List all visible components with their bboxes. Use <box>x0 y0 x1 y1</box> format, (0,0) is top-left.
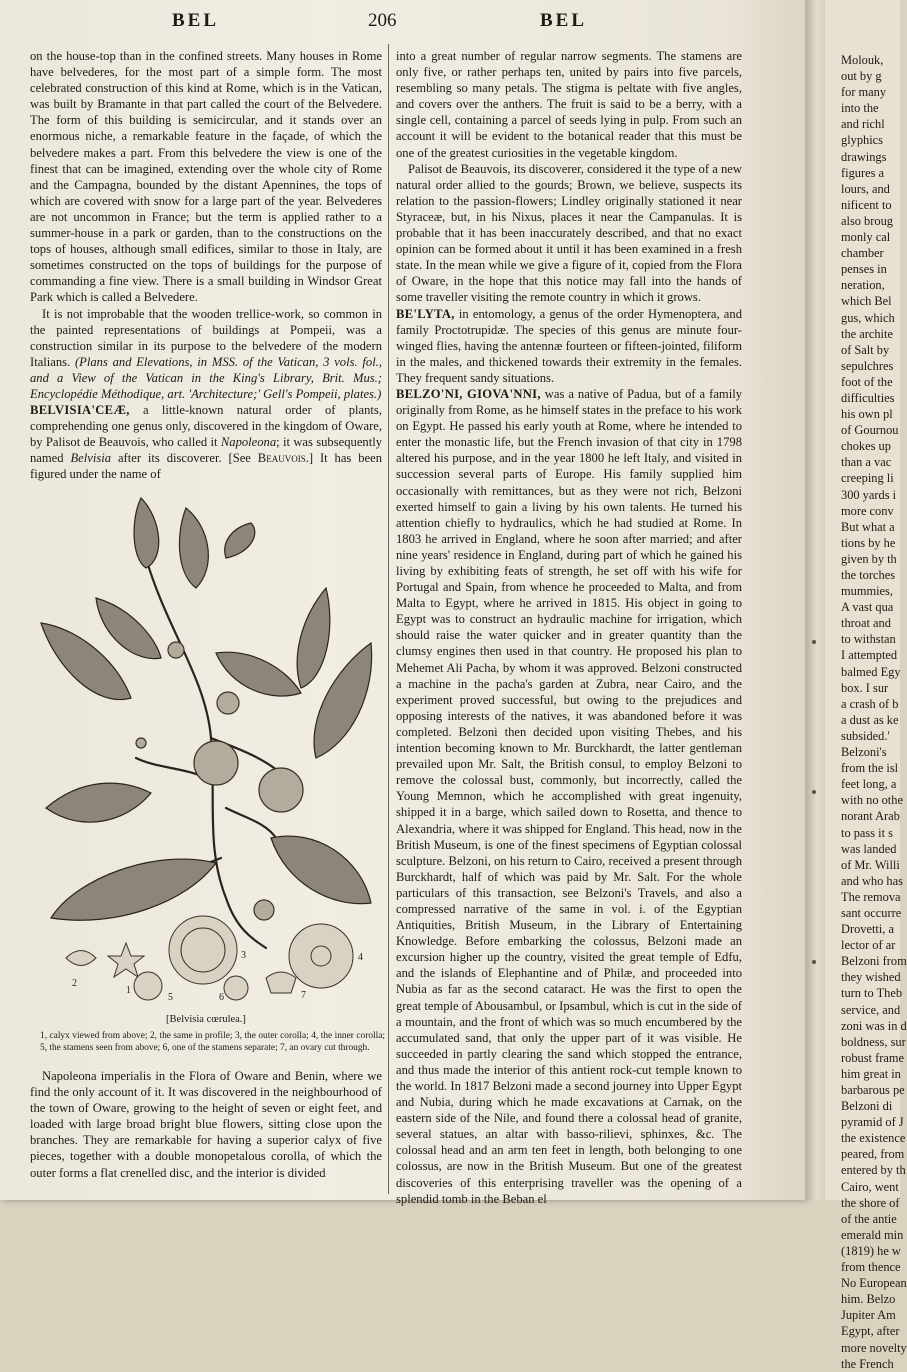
adjacent-page-line: A vast qua <box>841 600 894 615</box>
belvisia-headword: BELVISIA'CEÆ, <box>30 403 130 418</box>
adjacent-page-text <box>825 52 907 1372</box>
adjacent-page-line: from thence <box>841 1260 901 1275</box>
adjacent-page-line: feet long, a <box>841 777 897 792</box>
belvisia-see-reference[interactable]: Beauvois <box>257 451 306 466</box>
belvisia-text-3: after its discoverer. [See <box>111 451 258 466</box>
adjacent-page-line: from the isl <box>841 761 899 776</box>
binding-hole <box>812 790 816 794</box>
adjacent-page-line: was landed <box>841 841 897 856</box>
belvisia-entry <box>30 402 382 482</box>
belvisia-italic-1: Napoleona <box>220 435 277 450</box>
figure-caption: [Belvisia cœrulea.] <box>166 1014 246 1025</box>
adjacent-page-line: and richl <box>841 117 885 132</box>
running-head <box>0 10 805 38</box>
adjacent-page-line: Drovetti, a <box>841 922 894 937</box>
palisot-paragraph: Palisot de Beauvois, its discoverer, considered it the type of a new natural order allied to the gourds; Brown, we believe, suspects its relation to the passion-flowers; Lindley originally stationed it near Styraceæ, but, in his Nixus, places it near the Campanulas. It is probable that it has been inaccurately described, and that no exact opinion can be formed about it until it has been examined in a fresh state. In the mean while we give a figure of it, copied from the Flora of Oware, in the hope that this notice may fall into the hands of some traveller visiting the remote country in which it grows. <box>396 161 742 305</box>
adjacent-page-line: mummies, <box>841 584 893 599</box>
adjacent-page-line: of Mr. Willi <box>841 857 900 872</box>
adjacent-page-line: gus, which <box>841 310 895 325</box>
adjacent-page-line: penses in <box>841 262 887 277</box>
adjacent-page-line: of the antie <box>841 1211 897 1226</box>
adjacent-page-line: and who has <box>841 873 903 888</box>
adjacent-page-line: No European <box>841 1276 907 1291</box>
adjacent-page-line: lector of ar <box>841 938 896 953</box>
header-left-word: BEL <box>172 10 220 31</box>
adjacent-page-line: entered by th <box>841 1163 906 1178</box>
adjacent-page-line: the existence <box>841 1131 906 1146</box>
belvisia-text-1: a little-known natural order of plants, comprehending one genus only, discovered in the kingdom of Oware, by Palisot de Beauvois, who called it <box>30 403 382 450</box>
adjacent-page-line: throat and <box>841 616 891 631</box>
belvisia-italic-2: Belvisia <box>70 451 112 466</box>
adjacent-page-line: more novelty <box>841 1340 907 1355</box>
adjacent-page-line: the shore of <box>841 1195 900 1210</box>
belvisia-engraving <box>36 478 384 1013</box>
adjacent-page-line: out by g <box>841 69 882 84</box>
adjacent-page-line: box. I sur <box>841 680 889 695</box>
right-column <box>396 48 742 1207</box>
adjacent-page-line: creeping li <box>841 471 894 486</box>
adjacent-page-line: given by th <box>841 551 897 566</box>
adjacent-page-line: more conv <box>841 503 894 518</box>
page-number: 206 <box>368 10 397 31</box>
book-gutter <box>805 0 825 1200</box>
adjacent-page-line: the French <box>841 1356 894 1371</box>
column-rule <box>388 44 389 1194</box>
adjacent-page-line: glyphics <box>841 133 883 148</box>
belzoni-headword: BELZO'NI, GIOVA'NNI, <box>396 386 541 401</box>
adjacent-page-line: subsided.' <box>841 728 890 743</box>
adjacent-page-line: emerald min <box>841 1227 904 1242</box>
adjacent-page-line: to withstan <box>841 632 896 647</box>
left-column <box>30 48 382 483</box>
figure-number-4: 4 <box>358 952 363 963</box>
adjacent-page-line: turn to Theb <box>841 986 903 1001</box>
adjacent-page-line: his own pl <box>841 407 893 422</box>
adjacent-page-line: with no othe <box>841 793 903 808</box>
napoleona-paragraph: Napoleona imperialis in the Flora of Oware and Benin, where we find the only account of it. It was discovered in the neighbourhood of the town of Oware, growing to the height of seven or eight feet, and loaded with large broad bright blue flowers, sitting close upon the branches. They are remarkable for having a superior calyx of five pieces, together with a double monopetalous corolla, of which the outer forms a flat crenelled disc, and the interior is divided <box>30 1069 382 1180</box>
adjacent-page-line: they wished <box>841 970 901 985</box>
adjacent-page-line: into the <box>841 101 879 116</box>
adjacent-page-line: monly cal <box>841 230 891 245</box>
adjacent-page-line: service, and <box>841 1002 901 1017</box>
adjacent-page-line: But what a <box>841 519 895 534</box>
belyta-entry <box>396 306 742 386</box>
belyta-text: in entomology, a genus of the order Hymenoptera, and family Proctotrupidæ. The species of this genus are minute four-winged flies, having the antennæ fourteen or fifteen-jointed, filiform in the males, and thickened towards their extremity in the females. They frequent sandy situations. <box>396 306 742 385</box>
belvisia-text-2: ; it was subsequently named <box>30 435 382 466</box>
trellice-text: It is not improbable that the wooden trellice-work, so common in the painted representations of buildings at Pompeii, was a construction similar in its purpose to the belvedere of the modern Italians. <box>30 306 382 369</box>
figure-number-1: 1 <box>126 985 131 996</box>
adjacent-page-line: (1819) he w <box>841 1243 901 1258</box>
adjacent-page-line: Belzoni from <box>841 954 907 969</box>
binding-hole <box>812 640 816 644</box>
belzoni-entry <box>396 386 742 1207</box>
adjacent-page-line: boldness, sur <box>841 1034 906 1049</box>
adjacent-page-line: chamber <box>841 246 884 261</box>
adjacent-page-line: which Bel <box>841 294 892 309</box>
adjacent-page-line: nificent to <box>841 197 892 212</box>
adjacent-page-line: a crash of b <box>841 696 899 711</box>
adjacent-page-line: him great in <box>841 1066 901 1081</box>
adjacent-page-line: of Salt by <box>841 342 890 357</box>
adjacent-page-line: peared, from <box>841 1147 905 1162</box>
adjacent-page-line: for many <box>841 85 887 100</box>
figure-number-2: 2 <box>72 978 77 989</box>
adjacent-page-line: difficulties <box>841 390 895 405</box>
adjacent-page-line: sant occurre <box>841 905 902 920</box>
adjacent-page-line: pyramid of J <box>841 1115 904 1130</box>
adjacent-page-line: neration, <box>841 278 885 293</box>
trellice-citation: (Plans and Elevations, in MSS. of the Vatican, 3 vols. fol., and a View of the Vatican in the King's Library, Brit. Mus.; Encyclopédie Méthodique, art. 'Architecture;' Gell's Pompeii, plates.) <box>30 354 382 401</box>
adjacent-page-line: zoni was in d <box>841 1018 907 1033</box>
adjacent-page-line: Belzoni di <box>841 1099 893 1114</box>
adjacent-page-line: Egypt, after <box>841 1324 900 1339</box>
left-column-continuation <box>30 1068 382 1181</box>
adjacent-page-line: robust frame <box>841 1050 904 1065</box>
adjacent-page-line: than a vac <box>841 455 892 470</box>
belvedere-paragraph: on the house-top than in the confined streets. Many houses in Rome have belvederes, for the most part of a simple form. The most celebrated construction of this kind at Rome, which is in the Vatican, was built by Bramante in that part called the court of the Belvedere. The form of this building is semicircular, and it stands over an enormous niche, a remarkable feature in the façade, of which the belvedere makes a part. From this belvedere the view is one of the finest that can be imagined, extending over the whole city of Rome and the Campagna, bounded by the distant Apennines, the tops of which are covered with snow for a large part of the year. Belvederes are not uncommon in France; but the term is applied rather to a summer-house in a park or garden, than to the constructions on the tops of houses, although small edifices, similar to those in Italy, are sometimes constructed on the tops of buildings for the purpose of commanding a fine view. There is a small building in Windsor Great Park which is called a Belvedere. <box>30 49 382 305</box>
adjacent-page-line: Molouk, <box>841 53 884 67</box>
adjacent-page-line: him. Belzo <box>841 1292 896 1307</box>
belzoni-text: was a native of Padua, but of a family originally from Rome, as he himself states in the preface to his work on Egypt. He passed his early youth at Rome, where he intended to enter the monastic life, but the French invasion of that city in 1798 altered his purpose, and in the year 1800 he left Italy, and visited in succession several parts of Europe. His family supplied him occasionally with remittances, but as they were not rich, Belzoni exerted himself to gain a living by his own talents. He turned his attention chiefly to hydraulics, which he had studied at Rome. In 1803 he arrived in England, where he soon after married; and after nine years' residence in England, during part of which he gained his living by exhibiting feats of strength, he set off with his wife for Portugal and Spain, from whence he proceeded to Malta, and from Malta to Egypt, where he arrived in 1815. His object in going to Egypt was to construct an hydraulic machine for irrigation, which should raise the water quicker and in greater quantity than the clumsy engines then used in that country. He proposed his plan to Mehemet Ali Pacha, by whom it was approved. Belzoni constructed a machine in the pacha's garden at Zubra, near Cairo, and the experiment proved successful, but owing to the prejudices and opposing interests of the natives, it was abandoned before it was completed. Belzoni then decided upon visiting Thebes, and his intention becoming known to Mr. Burckhardt, the latter gentleman prevailed upon Mr. Salt, the British consul, to employ Belzoni to remove the colossal bust, commonly, but incorrectly, called the Young Memnon, which he accomplished with great ingenuity, shipped it in a barge, which sailed down to Rosetta, and thence to Alexandria, where it was shipped for England. This head, now in the British Museum, is one of the finest specimens of Egyptian colossal sculpture. Belzoni, on his return to Cairo, received a present through Burckhardt, half of which was paid by Mr. Salt. For the whole particulars of this transaction, see Belzoni's Travels, and also a compressed narrative of the same in vol. i. of the Egyptian Antiquities, British Museum, in the Library of Entertaining Knowledge. Before embarking the colossus, Belzoni made an excursion higher up the country, visited the great temple of Edfu, and the islands of Elephantine and of Philæ, and proceeded into Nubia as far as the second cataract. He was the first to open the great temple of Abousambul, or Ipsambul, which is cut in the side of a mountain, and the front of which was so much encumbered by the accumulated sand, that only the upper part of it was visible. He succeeded in partly clearing the sand which stopped the entrance, and thus made the interior of this antient rock-cut temple known to the world. In 1817 Belzoni made a second journey into Upper Egypt and Nubia, during which he made excavations at Carnak, on the eastern side of the Nile, and found there a colossal head of granite, several statues, an altar with basso-rilievi, sphinxes, &c. The colossal head and an arm ten feet in length, both belonging to one colossus, are now in the British Museum. But one of the greatest discoveries of this enterprising traveller was the opening of a splendid tomb in the Beban el <box>396 386 743 1206</box>
adjacent-page-line: The remova <box>841 889 901 904</box>
trellice-paragraph <box>30 306 382 403</box>
adjacent-page <box>825 0 907 1371</box>
adjacent-page-line: foot of the <box>841 374 893 389</box>
figure-number-5: 5 <box>168 992 173 1003</box>
adjacent-page-line: a dust as ke <box>841 712 899 727</box>
adjacent-page-line: the archite <box>841 326 893 341</box>
adjacent-page-line: also broug <box>841 213 893 228</box>
adjacent-page-line: figures a <box>841 165 885 180</box>
adjacent-page-line: 300 yards i <box>841 487 897 502</box>
adjacent-page-line: tions by he <box>841 535 896 550</box>
adjacent-page-line: of Gournou <box>841 423 899 438</box>
binding-hole <box>812 960 816 964</box>
header-right-word: BEL <box>540 10 588 31</box>
adjacent-page-line: Jupiter Am <box>841 1308 896 1323</box>
belvisia-text-4: .] It has been figured under the name of <box>30 451 382 482</box>
adjacent-page-line: barbarous pe <box>841 1083 905 1097</box>
figure-legend: 1, calyx viewed from above; 2, the same in profile; 3, the outer corolla; 4, the inner corolla; 5, the stamens seen from above; 6, one of the stamens separate; 7, an ovary cut through. <box>40 1031 385 1053</box>
belvisia-description-paragraph: into a great number of regular narrow segments. The stamens are only five, or rather perhaps ten, united by pairs into five parcels, resembling so many petals. The stigma is peltate with five angles, and covers over the anthers. The fruit is said to be a berry, with a single cell, containing a parcel of seeds lying in pulp. From such an account it will be evident to the botanical reader that this must be one of the greatest curiosities in the vegetable kingdom. <box>396 49 742 160</box>
figure-number-6: 6 <box>219 992 224 1003</box>
adjacent-page-line: balmed Egy <box>841 664 901 679</box>
adjacent-page-line: chokes up <box>841 439 891 454</box>
adjacent-page-line: norant Arab <box>841 809 900 824</box>
adjacent-page-line: the torches <box>841 568 896 582</box>
adjacent-page-line: drawings <box>841 149 887 164</box>
figure-number-7: 7 <box>301 990 306 1001</box>
adjacent-page-line: Cairo, went <box>841 1179 899 1194</box>
adjacent-page-line: Belzoni's <box>841 745 887 760</box>
adjacent-page-line: to pass it s <box>841 825 893 840</box>
figure-number-3: 3 <box>241 950 246 961</box>
adjacent-page-line: sepulchres <box>841 358 894 373</box>
belyta-headword: BE'LYTA, <box>396 306 455 321</box>
adjacent-page-line: lours, and <box>841 181 890 196</box>
adjacent-page-line: I attempted <box>841 648 898 663</box>
